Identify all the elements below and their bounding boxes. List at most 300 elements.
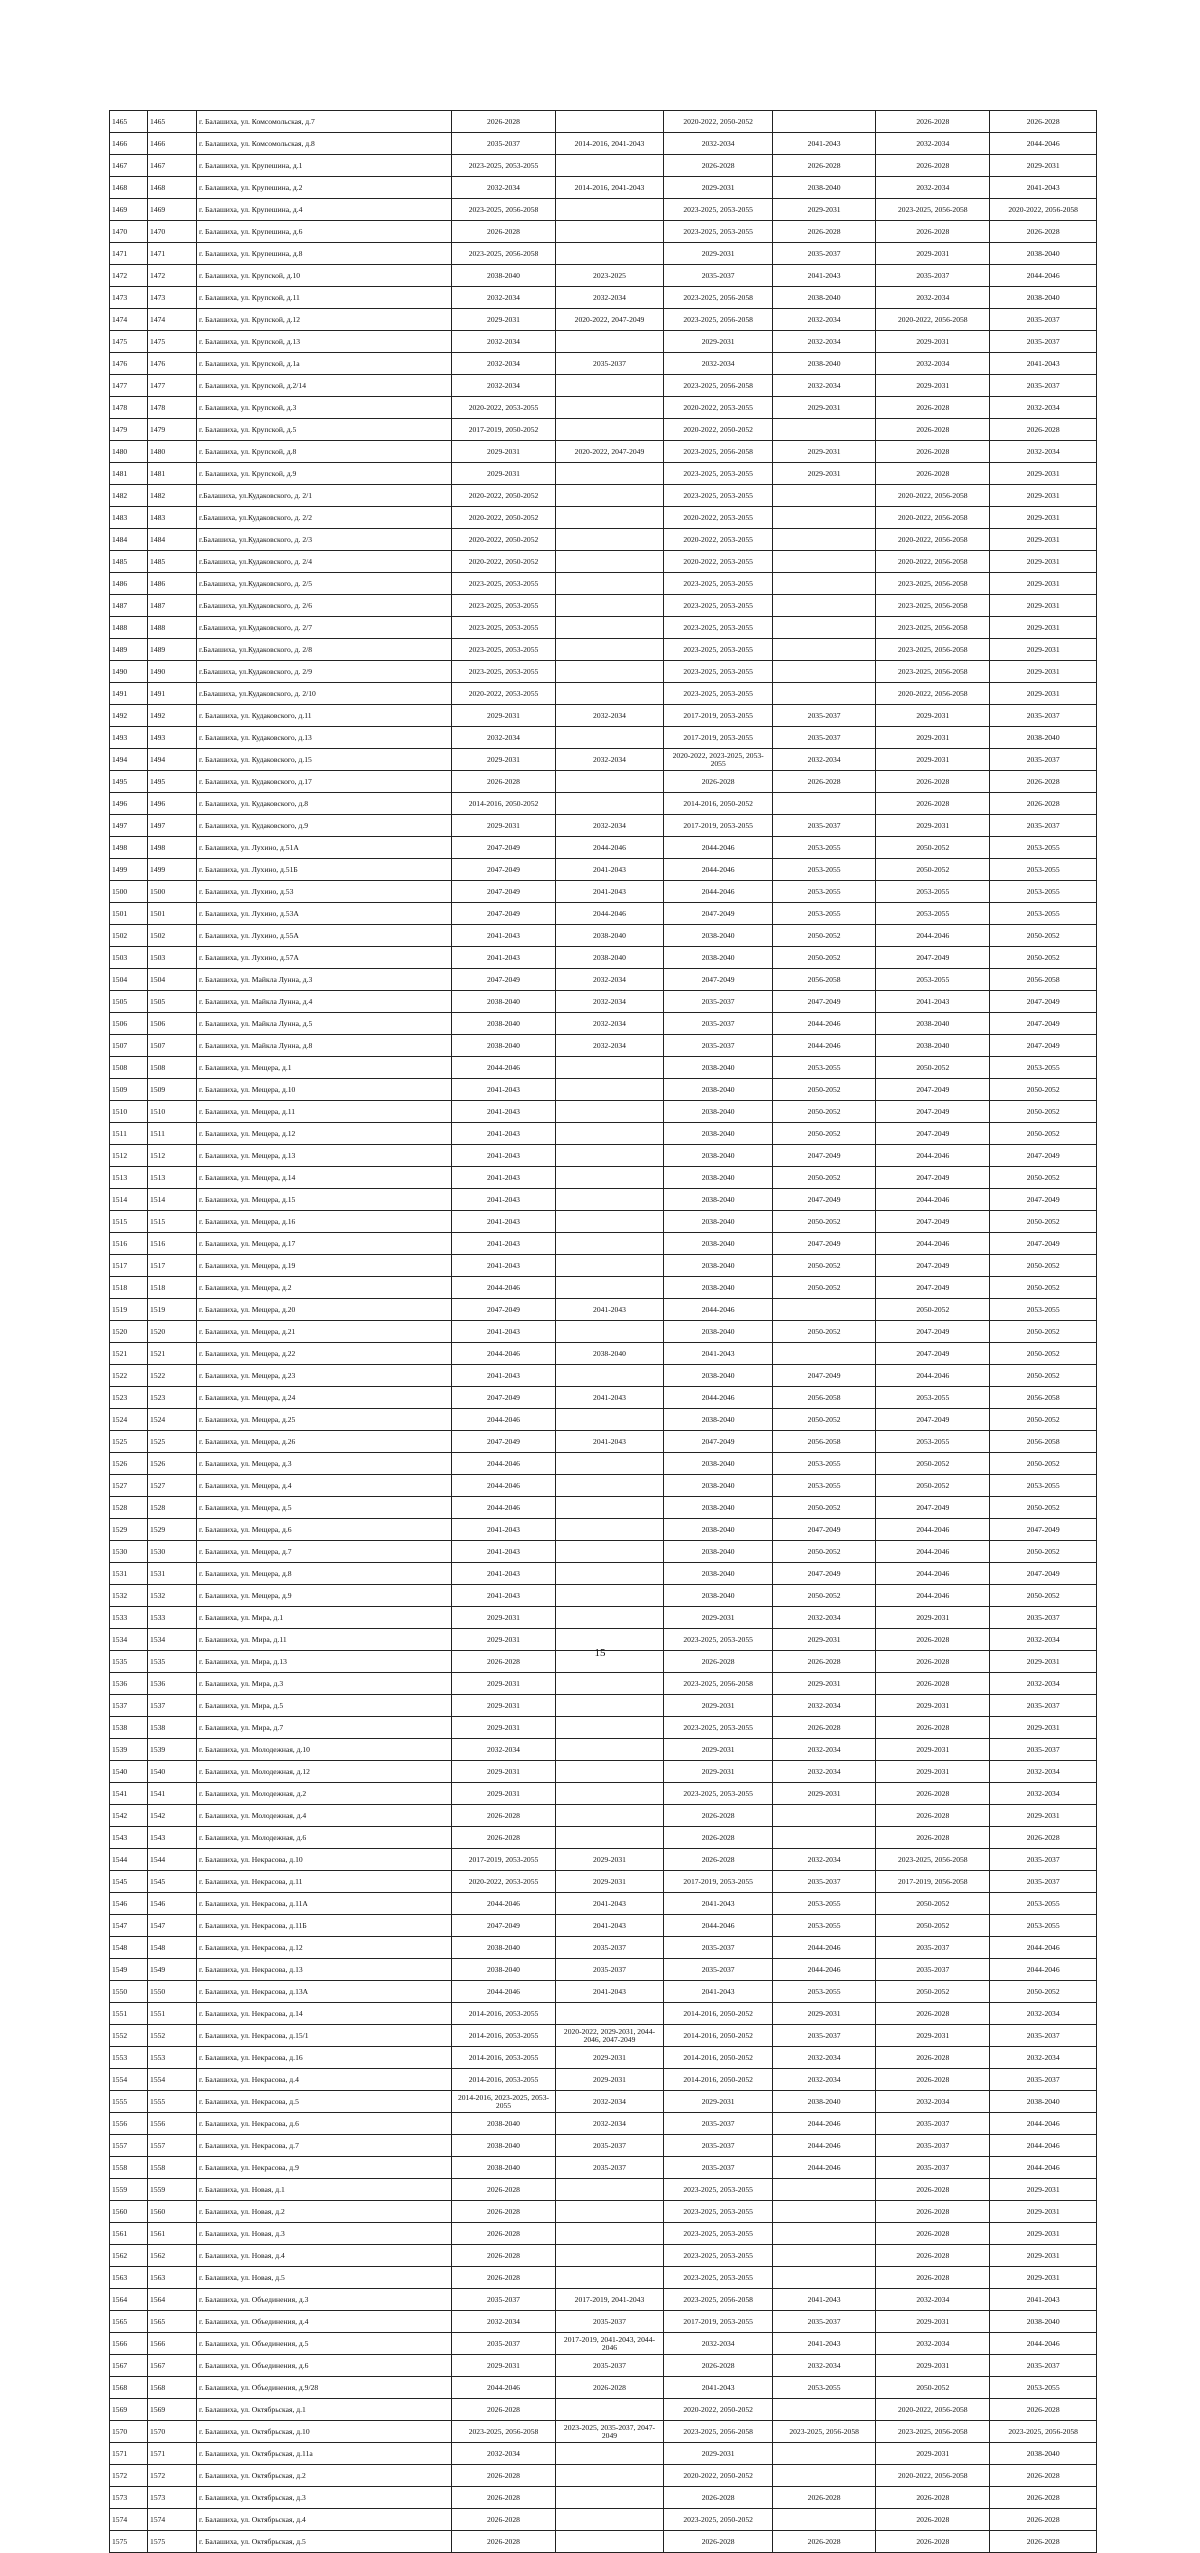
period-cell (555, 1211, 664, 1233)
period-cell (555, 1409, 664, 1431)
period-cell: 2023-2025, 2053-2055 (452, 639, 555, 661)
row-number: 1531 (110, 1563, 148, 1585)
row-number: 1519 (110, 1299, 148, 1321)
table-row (110, 331, 1097, 353)
period-cell: 2050-2052 (773, 1167, 876, 1189)
period-cell: 2029-2031 (876, 1607, 990, 1629)
period-cell: 2020-2022, 2053-2055 (664, 551, 773, 573)
period-cell: 2023-2025, 2056-2058 (876, 617, 990, 639)
row-number: 1574 (110, 2509, 148, 2531)
record-number: 1528 (148, 1497, 197, 1519)
address-cell: г. Балашиха, ул. Крупской, д.8 (196, 441, 451, 463)
period-cell: 2053-2055 (876, 903, 990, 925)
period-cell: 2044-2046 (664, 1387, 773, 1409)
period-cell: 2038-2040 (990, 2443, 1097, 2465)
address-cell: г. Балашиха, ул. Некрасова, д.11А (196, 1893, 451, 1915)
period-cell: 2041-2043 (452, 1101, 555, 1123)
address-cell: г.Балашиха, ул.Кудаковского, д. 2/5 (196, 573, 451, 595)
record-number: 1552 (148, 2025, 197, 2047)
table-row (110, 133, 1097, 155)
period-cell: 2050-2052 (876, 1057, 990, 1079)
period-cell: 2035-2037 (555, 353, 664, 375)
period-cell: 2038-2040 (664, 1079, 773, 1101)
period-cell: 2032-2034 (555, 969, 664, 991)
period-cell: 2032-2034 (664, 2333, 773, 2355)
period-cell (555, 1189, 664, 1211)
period-cell: 2026-2028 (452, 1805, 555, 1827)
record-number: 1466 (148, 133, 197, 155)
period-cell: 2026-2028 (990, 2465, 1097, 2487)
record-number: 1531 (148, 1563, 197, 1585)
period-cell: 2044-2046 (876, 1519, 990, 1541)
address-cell: г. Балашиха, ул. Крупской, д.10 (196, 265, 451, 287)
address-cell: г.Балашиха, ул.Кудаковского, д. 2/3 (196, 529, 451, 551)
period-cell: 2041-2043 (452, 1541, 555, 1563)
address-cell: г. Балашиха, ул. Мещера, д.6 (196, 1519, 451, 1541)
table-row (110, 529, 1097, 551)
period-cell: 2023-2025, 2053-2055 (664, 661, 773, 683)
table-row (110, 2443, 1097, 2465)
address-cell: г. Балашиха, ул. Мещера, д.12 (196, 1123, 451, 1145)
address-cell: г. Балашиха, ул. Мещера, д.24 (196, 1387, 451, 1409)
period-cell (773, 661, 876, 683)
period-cell: 2023-2025, 2053-2055 (664, 2223, 773, 2245)
address-cell: г. Балашиха, ул. Мещера, д.23 (196, 1365, 451, 1387)
table-row (110, 1849, 1097, 1871)
row-number: 1565 (110, 2311, 148, 2333)
period-cell: 2044-2046 (876, 925, 990, 947)
period-cell: 2050-2052 (773, 1321, 876, 1343)
row-number: 1547 (110, 1915, 148, 1937)
period-cell: 2020-2022, 2056-2058 (876, 683, 990, 705)
period-cell: 2026-2028 (876, 1783, 990, 1805)
record-number: 1535 (148, 1651, 197, 1673)
period-cell: 2017-2019, 2050-2052 (452, 419, 555, 441)
period-cell: 2044-2046 (773, 1959, 876, 1981)
period-cell: 2038-2040 (452, 1937, 555, 1959)
table-row (110, 2223, 1097, 2245)
row-number: 1569 (110, 2399, 148, 2421)
period-cell: 2029-2031 (452, 1717, 555, 1739)
address-cell: г. Балашиха, ул. Молодежная, д.12 (196, 1761, 451, 1783)
record-number: 1511 (148, 1123, 197, 1145)
record-number: 1567 (148, 2355, 197, 2377)
address-cell: г.Балашиха, ул.Кудаковского, д. 2/9 (196, 661, 451, 683)
period-cell: 2014-2016, 2053-2055 (452, 2003, 555, 2025)
row-number: 1554 (110, 2069, 148, 2091)
period-cell: 2032-2034 (990, 441, 1097, 463)
period-cell: 2041-2043 (555, 1431, 664, 1453)
period-cell: 2035-2037 (876, 2135, 990, 2157)
period-cell: 2050-2052 (773, 1211, 876, 1233)
table-row (110, 1541, 1097, 1563)
row-number: 1535 (110, 1651, 148, 1673)
period-cell: 2023-2025, 2053-2055 (452, 661, 555, 683)
table-row (110, 1937, 1097, 1959)
address-cell: г. Балашиха, ул. Мещера, д.21 (196, 1321, 451, 1343)
period-cell (773, 2201, 876, 2223)
address-cell: г. Балашиха, ул. Мещера, д.17 (196, 1233, 451, 1255)
record-number: 1549 (148, 1959, 197, 1981)
period-cell (555, 529, 664, 551)
period-cell: 2053-2055 (773, 2377, 876, 2399)
row-number: 1469 (110, 199, 148, 221)
period-cell: 2050-2052 (773, 1101, 876, 1123)
address-cell: г. Балашиха, ул. Комсомольская, д.8 (196, 133, 451, 155)
period-cell: 2038-2040 (452, 2113, 555, 2135)
period-cell (555, 595, 664, 617)
table-row (110, 2377, 1097, 2399)
period-cell (555, 617, 664, 639)
row-number: 1558 (110, 2157, 148, 2179)
period-cell (555, 1101, 664, 1123)
record-number: 1479 (148, 419, 197, 441)
table-row (110, 859, 1097, 881)
record-number: 1514 (148, 1189, 197, 1211)
period-cell: 2020-2022, 2053-2055 (664, 507, 773, 529)
record-number: 1515 (148, 1211, 197, 1233)
period-cell: 2023-2025, 2056-2058 (664, 287, 773, 309)
address-cell: г. Балашиха, ул. Крупской, д.9 (196, 463, 451, 485)
period-cell: 2050-2052 (876, 1475, 990, 1497)
period-cell: 2029-2031 (876, 375, 990, 397)
period-cell: 2020-2022, 2029-2031, 2044-2046, 2047-2049 (555, 2025, 664, 2047)
period-cell: 2026-2028 (876, 793, 990, 815)
period-cell: 2026-2028 (876, 1717, 990, 1739)
period-cell: 2050-2052 (990, 1277, 1097, 1299)
period-cell: 2044-2046 (990, 133, 1097, 155)
period-cell (555, 1145, 664, 1167)
period-cell: 2044-2046 (876, 1365, 990, 1387)
record-number: 1571 (148, 2443, 197, 2465)
period-cell: 2038-2040 (664, 1541, 773, 1563)
period-cell: 2035-2037 (876, 2113, 990, 2135)
table-row (110, 397, 1097, 419)
period-cell: 2023-2025, 2053-2055 (664, 683, 773, 705)
period-cell: 2053-2055 (876, 1387, 990, 1409)
period-cell: 2026-2028 (452, 2465, 555, 2487)
period-cell (555, 507, 664, 529)
row-number: 1504 (110, 969, 148, 991)
period-cell: 2041-2043 (452, 1167, 555, 1189)
period-cell: 2029-2031 (876, 1739, 990, 1761)
period-cell: 2026-2028 (452, 2509, 555, 2531)
record-number: 1525 (148, 1431, 197, 1453)
period-cell: 2050-2052 (876, 1299, 990, 1321)
period-cell: 2047-2049 (773, 1519, 876, 1541)
address-cell: г.Балашиха, ул.Кудаковского, д. 2/6 (196, 595, 451, 617)
period-cell: 2038-2040 (664, 947, 773, 969)
record-number: 1553 (148, 2047, 197, 2069)
period-cell: 2050-2052 (773, 1255, 876, 1277)
record-number: 1558 (148, 2157, 197, 2179)
period-cell (773, 1343, 876, 1365)
period-cell: 2047-2049 (452, 1915, 555, 1937)
address-cell: г. Балашиха, ул. Мещера, д.13 (196, 1145, 451, 1167)
period-cell: 2050-2052 (990, 1585, 1097, 1607)
table-row (110, 1145, 1097, 1167)
record-number: 1485 (148, 551, 197, 573)
period-cell: 2041-2043 (452, 1519, 555, 1541)
period-cell (555, 2465, 664, 2487)
period-cell: 2029-2031 (664, 331, 773, 353)
table-row (110, 507, 1097, 529)
period-cell: 2032-2034 (555, 2113, 664, 2135)
period-cell: 2050-2052 (876, 837, 990, 859)
period-cell: 2029-2031 (876, 705, 990, 727)
period-cell: 2020-2022, 2050-2052 (664, 419, 773, 441)
period-cell: 2047-2049 (773, 1145, 876, 1167)
period-cell: 2032-2034 (452, 727, 555, 749)
period-cell: 2032-2034 (664, 133, 773, 155)
period-cell: 2026-2028 (876, 441, 990, 463)
period-cell: 2041-2043 (664, 1893, 773, 1915)
period-cell: 2041-2043 (555, 881, 664, 903)
address-cell: г. Балашиха, ул. Мещера, д.11 (196, 1101, 451, 1123)
period-cell (555, 1717, 664, 1739)
period-cell (555, 2201, 664, 2223)
period-cell: 2035-2037 (773, 727, 876, 749)
table-row (110, 1123, 1097, 1145)
record-number: 1522 (148, 1365, 197, 1387)
record-number: 1544 (148, 1849, 197, 1871)
period-cell: 2038-2040 (664, 1475, 773, 1497)
period-cell: 2014-2016, 2050-2052 (664, 2069, 773, 2091)
record-number: 1509 (148, 1079, 197, 1101)
row-number: 1527 (110, 1475, 148, 1497)
record-number: 1483 (148, 507, 197, 529)
period-cell: 2029-2031 (990, 463, 1097, 485)
period-cell: 2020-2022, 2053-2055 (452, 397, 555, 419)
record-number: 1493 (148, 727, 197, 749)
period-cell: 2032-2034 (773, 309, 876, 331)
period-cell: 2032-2034 (773, 2069, 876, 2091)
period-cell: 2044-2046 (990, 2333, 1097, 2355)
period-cell: 2041-2043 (773, 2333, 876, 2355)
row-number: 1514 (110, 1189, 148, 1211)
period-cell (773, 2245, 876, 2267)
period-cell (555, 1365, 664, 1387)
period-cell: 2044-2046 (876, 1563, 990, 1585)
table-row (110, 2421, 1097, 2443)
period-cell: 2047-2049 (664, 969, 773, 991)
record-number: 1499 (148, 859, 197, 881)
period-cell: 2029-2031 (773, 1629, 876, 1651)
period-cell: 2026-2028 (876, 1805, 990, 1827)
table-row (110, 1277, 1097, 1299)
period-cell: 2026-2028 (773, 1651, 876, 1673)
row-number: 1518 (110, 1277, 148, 1299)
period-cell: 2032-2034 (876, 177, 990, 199)
address-cell: г. Балашиха, ул. Крупской, д.12 (196, 309, 451, 331)
period-cell: 2026-2028 (773, 2487, 876, 2509)
period-cell: 2044-2046 (876, 1145, 990, 1167)
period-cell: 2023-2025, 2053-2055 (664, 2267, 773, 2289)
address-cell: г. Балашиха, ул. Октябрьская, д.1 (196, 2399, 451, 2421)
period-cell: 2044-2046 (990, 2113, 1097, 2135)
period-cell (555, 111, 664, 133)
period-cell: 2029-2031 (990, 683, 1097, 705)
address-cell: г. Балашиха, ул. Октябрьская, д.5 (196, 2531, 451, 2553)
period-cell: 2044-2046 (452, 1057, 555, 1079)
period-cell: 2032-2034 (555, 991, 664, 1013)
period-cell: 2038-2040 (452, 2135, 555, 2157)
period-cell: 2032-2034 (773, 331, 876, 353)
period-cell: 2053-2055 (773, 1475, 876, 1497)
address-cell: г. Балашиха, ул. Объединения, д.4 (196, 2311, 451, 2333)
address-cell: г. Балашиха, ул. Майкла Лунна, д.4 (196, 991, 451, 1013)
period-cell: 2029-2031 (990, 617, 1097, 639)
address-cell: г. Балашиха, ул. Комсомольская, д.7 (196, 111, 451, 133)
period-cell: 2023-2025, 2056-2058 (664, 1673, 773, 1695)
table-row (110, 2157, 1097, 2179)
period-cell: 2044-2046 (452, 1277, 555, 1299)
period-cell: 2020-2022, 2050-2052 (664, 2399, 773, 2421)
row-number: 1521 (110, 1343, 148, 1365)
period-cell: 2023-2025, 2056-2058 (664, 2421, 773, 2443)
table-row (110, 155, 1097, 177)
record-number: 1543 (148, 1827, 197, 1849)
table-row (110, 1189, 1097, 1211)
period-cell: 2047-2049 (876, 1211, 990, 1233)
period-cell: 2035-2037 (664, 1035, 773, 1057)
row-number: 1488 (110, 617, 148, 639)
period-cell: 2038-2040 (664, 1123, 773, 1145)
row-number: 1571 (110, 2443, 148, 2465)
period-cell: 2029-2031 (452, 1629, 555, 1651)
table-row (110, 1695, 1097, 1717)
period-cell (555, 1057, 664, 1079)
period-cell: 2017-2019, 2053-2055 (664, 727, 773, 749)
period-cell: 2029-2031 (876, 1695, 990, 1717)
period-cell: 2026-2028 (876, 771, 990, 793)
period-cell: 2029-2031 (990, 595, 1097, 617)
address-cell: г. Балашиха, ул. Лухино, д.57А (196, 947, 451, 969)
table-row (110, 595, 1097, 617)
period-cell: 2026-2028 (876, 155, 990, 177)
period-cell: 2029-2031 (876, 749, 990, 771)
period-cell: 2032-2034 (555, 1035, 664, 1057)
period-cell: 2023-2025, 2050-2052 (664, 2509, 773, 2531)
period-cell: 2023-2025, 2053-2055 (664, 485, 773, 507)
record-number: 1546 (148, 1893, 197, 1915)
address-cell: г. Балашиха, ул. Мещера, д.10 (196, 1079, 451, 1101)
record-number: 1508 (148, 1057, 197, 1079)
period-cell: 2047-2049 (990, 1145, 1097, 1167)
period-cell: 2023-2025, 2056-2058 (664, 441, 773, 463)
table-row (110, 925, 1097, 947)
table-row (110, 419, 1097, 441)
period-cell: 2038-2040 (664, 1365, 773, 1387)
period-cell: 2047-2049 (664, 903, 773, 925)
address-cell: г. Балашиха, ул. Мира, д.3 (196, 1673, 451, 1695)
period-cell: 2029-2031 (990, 639, 1097, 661)
period-cell (555, 397, 664, 419)
address-cell: г. Балашиха, ул. Майкла Лунна, д.3 (196, 969, 451, 991)
address-cell: г.Балашиха, ул.Кудаковского, д. 2/10 (196, 683, 451, 705)
address-cell: г. Балашиха, ул. Некрасова, д.14 (196, 2003, 451, 2025)
table-row (110, 1519, 1097, 1541)
table-row (110, 353, 1097, 375)
record-number: 1517 (148, 1255, 197, 1277)
table-row (110, 375, 1097, 397)
table-row (110, 177, 1097, 199)
period-cell: 2026-2028 (876, 2487, 990, 2509)
period-cell (773, 1827, 876, 1849)
period-cell: 2041-2043 (990, 353, 1097, 375)
period-cell: 2047-2049 (452, 881, 555, 903)
period-cell: 2032-2034 (773, 2355, 876, 2377)
period-cell: 2029-2031 (876, 331, 990, 353)
period-cell: 2026-2028 (876, 463, 990, 485)
period-cell (773, 2267, 876, 2289)
period-cell: 2044-2046 (876, 1233, 990, 1255)
address-cell: г.Балашиха, ул.Кудаковского, д. 2/7 (196, 617, 451, 639)
period-cell (555, 661, 664, 683)
period-cell: 2032-2034 (555, 1013, 664, 1035)
period-cell: 2044-2046 (452, 1409, 555, 1431)
period-cell: 2032-2034 (990, 1783, 1097, 1805)
record-number: 1568 (148, 2377, 197, 2399)
period-cell: 2053-2055 (990, 1475, 1097, 1497)
period-cell: 2026-2028 (990, 2399, 1097, 2421)
record-number: 1468 (148, 177, 197, 199)
period-cell: 2053-2055 (773, 881, 876, 903)
period-cell: 2038-2040 (664, 1145, 773, 1167)
period-cell: 2026-2028 (876, 1651, 990, 1673)
address-cell: г. Балашиха, ул. Новая, д.1 (196, 2179, 451, 2201)
address-cell: г. Балашиха, ул. Мещера, д.19 (196, 1255, 451, 1277)
period-cell: 2026-2028 (664, 2531, 773, 2553)
period-cell (773, 551, 876, 573)
row-number: 1553 (110, 2047, 148, 2069)
period-cell: 2029-2031 (452, 1761, 555, 1783)
period-cell (555, 2179, 664, 2201)
row-number: 1562 (110, 2245, 148, 2267)
record-number: 1555 (148, 2091, 197, 2113)
period-cell: 2017-2019, 2053-2055 (664, 815, 773, 837)
table-row (110, 1585, 1097, 1607)
period-cell: 2053-2055 (990, 859, 1097, 881)
address-cell: г. Балашиха, ул. Лухино, д.51А (196, 837, 451, 859)
period-cell: 2026-2028 (452, 2223, 555, 2245)
period-cell: 2023-2025, 2056-2058 (876, 639, 990, 661)
period-cell: 2023-2025, 2056-2058 (876, 595, 990, 617)
period-cell: 2044-2046 (990, 1959, 1097, 1981)
table-row (110, 111, 1097, 133)
address-cell: г. Балашиха, ул. Лухино, д.51Б (196, 859, 451, 881)
address-cell: г. Балашиха, ул. Крупской, д.3 (196, 397, 451, 419)
row-number: 1482 (110, 485, 148, 507)
period-cell: 2050-2052 (990, 1101, 1097, 1123)
period-cell: 2026-2028 (664, 2487, 773, 2509)
address-cell: г. Балашиха, ул. Объединения, д.5 (196, 2333, 451, 2355)
period-cell: 2050-2052 (773, 1409, 876, 1431)
period-cell: 2038-2040 (773, 353, 876, 375)
table-row (110, 1233, 1097, 1255)
period-cell (773, 2443, 876, 2465)
period-cell: 2038-2040 (664, 1585, 773, 1607)
period-cell (555, 1607, 664, 1629)
period-cell: 2050-2052 (990, 1255, 1097, 1277)
period-cell: 2056-2058 (990, 1431, 1097, 1453)
row-number: 1544 (110, 1849, 148, 1871)
period-cell: 2041-2043 (452, 1189, 555, 1211)
period-cell: 2038-2040 (664, 1101, 773, 1123)
period-cell: 2029-2031 (773, 397, 876, 419)
period-cell: 2053-2055 (773, 837, 876, 859)
record-number: 1481 (148, 463, 197, 485)
